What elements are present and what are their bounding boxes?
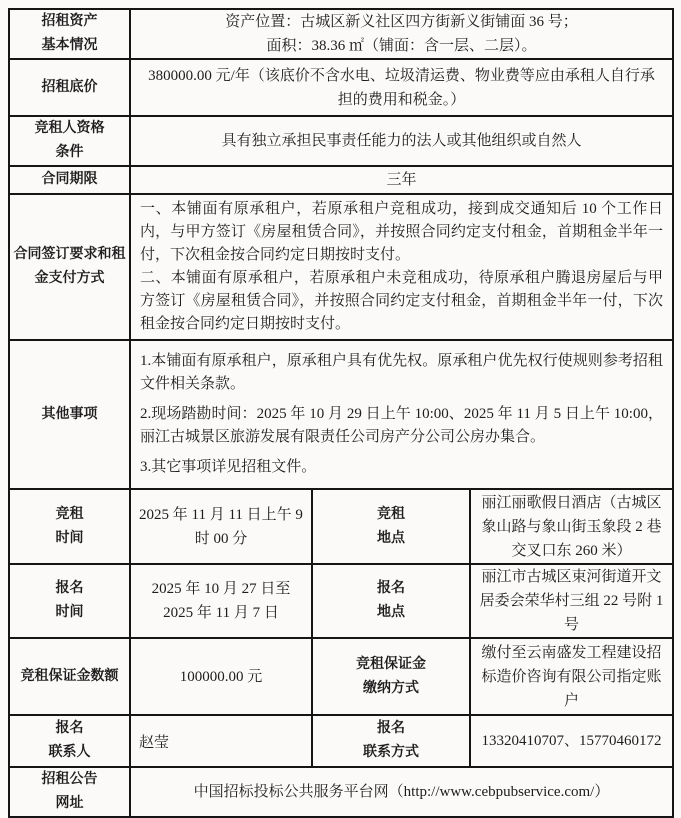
row-deposit bbox=[9, 638, 673, 715]
deposit-method-value: 缴付至云南盛发工程建设招 标造价咨询有限公司指定账 户 bbox=[470, 638, 673, 715]
contact-name-label: 报名 联系人 bbox=[9, 715, 130, 767]
registration-time-label: 报名 时间 bbox=[9, 564, 130, 638]
bid-place-label: 竞租 地点 bbox=[312, 489, 470, 564]
qualification-value: 具有独立承担民事责任能力的法人或其他组织或自然人 bbox=[130, 116, 673, 166]
row-contract-term bbox=[9, 166, 673, 194]
asset-info-value: 资产位置：古城区新义社区四方街新义街铺面 36 号； 面积：38.36 ㎡（铺面：含一层、二层）。 bbox=[130, 9, 673, 59]
row-qualification bbox=[9, 116, 673, 166]
contact-phone-value: 13320410707、15770460172 bbox=[470, 715, 673, 767]
contract-requirements-value: 一、本铺面有原承租户，若原承租户竞租成功，接到成交通知后 10 个工作日内，与甲方签订《房屋租赁合同》，并按照合同约定支付租金，首期租金半年一付，下次租金按合同约定日期按时支付。 二、本铺面有原承租户，若原承租户未竞租成功，待原承租户腾退房屋后与甲方签订《房屋租赁合同》，并按照合同约定支付租金，首期租金半年一付，下次租金按合同约定日期按时支付。 bbox=[130, 194, 673, 340]
other-matters-value: 1.本铺面有原承租户，原承租户具有优先权。原承租户优先权行使规则参考招租文件相关条款。 2.现场踏勘时间：2025 年 10 月 29 日上午 10:00、2025 年 11 月 5 日上午 10:00，丽江古城景区旅游发展有限责任公司房产分公司公房办集合。 3.其它事项详见招租文件。 bbox=[130, 340, 673, 489]
row-bid-time-place bbox=[9, 489, 673, 564]
contact-phone-label: 报名 联系方式 bbox=[312, 715, 470, 767]
row-asset-info bbox=[9, 9, 673, 59]
notice-website-label: 招租公告 网址 bbox=[9, 767, 130, 817]
contract-term-label: 合同期限 bbox=[9, 166, 130, 194]
bid-time-value: 2025 年 11 月 11 日上午 9 时 00 分 bbox=[130, 489, 312, 564]
row-contact bbox=[9, 715, 673, 767]
deposit-amount-value: 100000.00 元 bbox=[130, 638, 312, 715]
row-contract-requirements bbox=[9, 194, 673, 340]
base-price-label: 招租底价 bbox=[9, 59, 130, 116]
contract-term-value: 三年 bbox=[130, 166, 673, 194]
bid-time-label: 竞租 时间 bbox=[9, 489, 130, 564]
row-registration-time-place bbox=[9, 564, 673, 638]
other-matters-label: 其他事项 bbox=[9, 340, 130, 489]
registration-place-value: 丽江市古城区束河街道开文 居委会荣华村三组 22 号附 1 号 bbox=[470, 564, 673, 638]
registration-time-value: 2025 年 10 月 27 日至 2025 年 11 月 7 日 bbox=[130, 564, 312, 638]
row-base-price bbox=[9, 59, 673, 116]
contact-name-value: 赵莹 bbox=[130, 715, 312, 767]
row-notice-website bbox=[9, 767, 673, 817]
asset-info-label: 招租资产 基本情况 bbox=[9, 9, 130, 59]
registration-place-label: 报名 地点 bbox=[312, 564, 470, 638]
base-price-value: 380000.00 元/年（该底价不含水电、垃圾清运费、物业费等应由承租人自行承 担的费用和税金。） bbox=[130, 59, 673, 116]
row-other-matters bbox=[9, 340, 673, 489]
qualification-label: 竞租人资格 条件 bbox=[9, 116, 130, 166]
contract-requirements-label: 合同签订要求和租 金支付方式 bbox=[9, 194, 130, 340]
deposit-method-label: 竞租保证金 缴纳方式 bbox=[312, 638, 470, 715]
bid-place-value: 丽江丽歌假日酒店（古城区 象山路与象山街玉象段 2 巷 交叉口东 260 米） bbox=[470, 489, 673, 564]
rental-notice-table bbox=[8, 8, 674, 818]
deposit-amount-label: 竞租保证金数额 bbox=[9, 638, 130, 715]
notice-website-value: 中国招标投标公共服务平台网（http://www.cebpubservice.com/） bbox=[130, 767, 673, 817]
